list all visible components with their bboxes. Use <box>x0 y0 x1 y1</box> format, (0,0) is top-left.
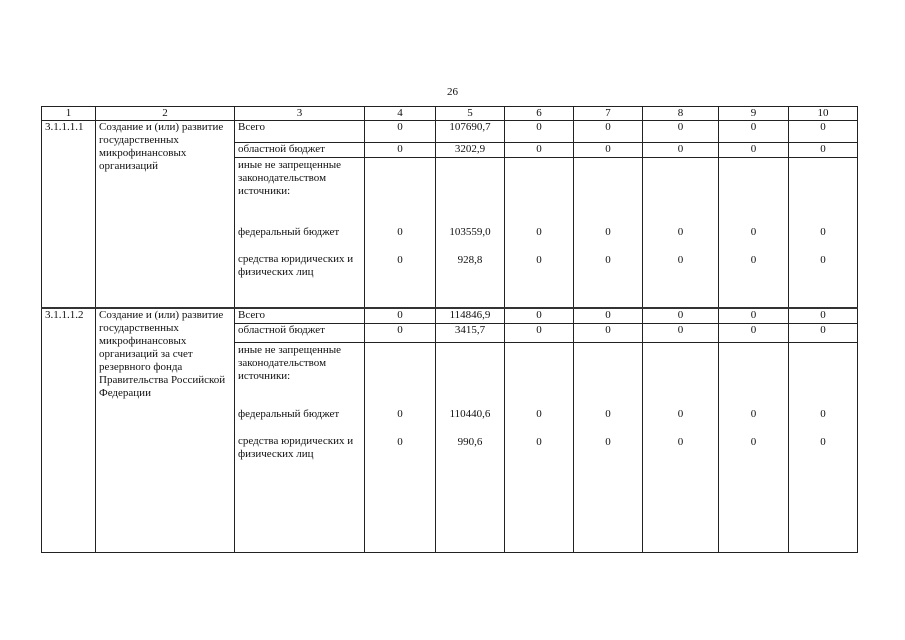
value-cell: 0 <box>365 308 436 323</box>
value-cell: 0 <box>789 143 858 157</box>
table-row <box>42 308 858 323</box>
value-cell: 110440,6 990,6 <box>436 343 505 553</box>
value-cell: 0 <box>643 323 719 342</box>
header-col-10: 10 <box>789 107 858 121</box>
row-label: областной бюджет <box>235 143 365 157</box>
value-cell: 0 0 <box>505 157 574 308</box>
value-cell: 0 <box>505 308 574 323</box>
legal-entities-label: средства юридических и физических лиц <box>238 252 354 278</box>
value-cell: 103559,0 928,8 <box>436 157 505 308</box>
federal-label: федеральный бюджет <box>238 408 340 421</box>
header-col-1: 1 <box>42 107 96 121</box>
header-col-5: 5 <box>436 107 505 121</box>
sources-cell <box>235 343 365 553</box>
value-cell: 0 0 <box>574 157 643 308</box>
value-cell: 0 0 <box>789 343 858 553</box>
value-cell: 0 0 <box>365 343 436 553</box>
measure-code: 3.1.1.1.1 <box>42 121 96 309</box>
value-cell: 0 <box>574 143 643 157</box>
value-cell: 0 <box>643 143 719 157</box>
value-cell: 0 <box>365 143 436 157</box>
value-cell: 0 0 <box>574 343 643 553</box>
sources-cell <box>235 157 365 308</box>
value-cell: 0 <box>574 308 643 323</box>
value-cell: 0 <box>789 323 858 342</box>
row-label: Всего <box>235 121 365 143</box>
measure-code: 3.1.1.1.2 <box>42 308 96 552</box>
measure-name: Создание и (или) развитие государственных микрофинансовых организаций за счет резервного фонда Правительства Российской Федерации <box>96 308 235 552</box>
value-cell: 0 <box>719 143 789 157</box>
header-col-6: 6 <box>505 107 574 121</box>
value-cell: 0 <box>719 308 789 323</box>
value-cell: 107690,7 <box>436 121 505 143</box>
header-col-8: 8 <box>643 107 719 121</box>
row-label: Всего <box>235 308 365 323</box>
value-cell: 0 0 <box>643 343 719 553</box>
value-cell: 0 <box>643 121 719 143</box>
header-col-7: 7 <box>574 107 643 121</box>
value-cell: 0 0 <box>789 157 858 308</box>
value-cell: 0 <box>789 121 858 143</box>
value-cell: 3415,7 <box>436 323 505 342</box>
value-cell: 0 0 <box>719 343 789 553</box>
value-cell: 0 0 <box>365 157 436 308</box>
header-col-9: 9 <box>719 107 789 121</box>
page-number: 26 <box>447 86 458 98</box>
value-cell: 3202,9 <box>436 143 505 157</box>
value-cell: 0 <box>574 121 643 143</box>
value-cell: 0 <box>505 143 574 157</box>
sources-intro: иные не запрещенные законодательством источники: <box>238 158 342 197</box>
value-cell: 0 <box>719 121 789 143</box>
legal-entities-label: средства юридических и физических лиц <box>238 435 354 461</box>
value-cell: 0 <box>365 323 436 342</box>
header-col-2: 2 <box>96 107 235 121</box>
value-cell: 0 <box>505 323 574 342</box>
header-row <box>42 107 858 121</box>
budget-table <box>41 106 858 553</box>
value-cell: 0 <box>505 121 574 143</box>
header-col-3: 3 <box>235 107 365 121</box>
value-cell: 0 <box>574 323 643 342</box>
value-cell: 0 <box>643 308 719 323</box>
value-cell: 114846,9 <box>436 308 505 323</box>
value-cell: 0 0 <box>719 157 789 308</box>
table-row <box>42 121 858 143</box>
header-col-4: 4 <box>365 107 436 121</box>
row-label: областной бюджет <box>235 323 365 342</box>
sources-intro: иные не запрещенные законодательством источники: <box>238 344 342 383</box>
value-cell: 0 <box>719 323 789 342</box>
measure-name: Создание и (или) развитие государственных микрофинансовых организаций <box>96 121 235 309</box>
value-cell: 0 <box>365 121 436 143</box>
value-cell: 0 0 <box>643 157 719 308</box>
federal-label: федеральный бюджет <box>238 225 340 238</box>
value-cell: 0 <box>789 308 858 323</box>
value-cell: 0 0 <box>505 343 574 553</box>
